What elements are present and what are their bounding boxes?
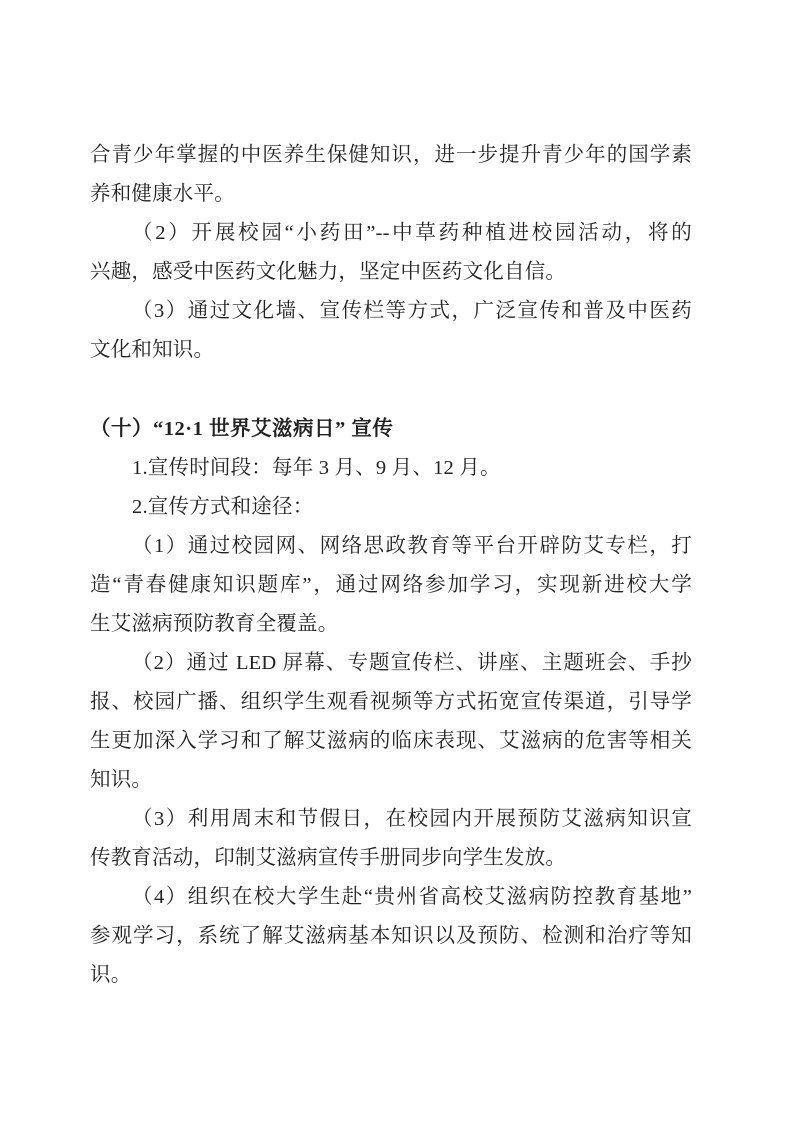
doc-line: 养和健康水平。 xyxy=(90,183,235,205)
doc-line: 2.宣传方式和途径： xyxy=(132,496,314,518)
doc-line: 传教育活动，印制艾滋病宣传手册同步向学生发放。 xyxy=(90,847,567,869)
page-body xyxy=(90,136,692,995)
section-heading-aids-day: （十）“12·1 世界艾滋病日” 宣传 xyxy=(90,418,394,440)
doc-line: （1）通过校园网、网络思政教育等平台开辟防艾专栏，打 xyxy=(132,535,692,557)
doc-line: 生更加深入学习和了解艾滋病的临床表现、艾滋病的危害等相关 xyxy=(90,730,692,752)
doc-line: 合青少年掌握的中医养生保健知识，进一步提升青少年的国学素 xyxy=(90,144,692,166)
doc-line: （2）通过 LED 屏幕、专题宣传栏、讲座、主题班会、手抄 xyxy=(132,652,692,674)
doc-line: 知识。 xyxy=(90,769,153,791)
doc-line: 识。 xyxy=(90,964,132,986)
doc-line: （3）通过文化墙、宣传栏等方式，广泛宣传和普及中医药 xyxy=(132,300,692,322)
doc-line: 参观学习，系统了解艾滋病基本知识以及预防、检测和治疗等知 xyxy=(90,925,692,947)
doc-line: （4）组织在校大学生赴“贵州省高校艾滋病防控教育基地” xyxy=(132,886,692,908)
doc-line: 生艾滋病预防教育全覆盖。 xyxy=(90,613,339,635)
doc-line: 文化和知识。 xyxy=(90,339,215,361)
doc-line: 报、校园广播、组织学生观看视频等方式拓宽宣传渠道，引导学 xyxy=(90,691,692,713)
doc-line: 1.宣传时间段：每年 3 月、9 月、12 月。 xyxy=(132,457,501,479)
doc-line: （3）利用周末和节假日，在校园内开展预防艾滋病知识宣 xyxy=(132,808,692,830)
doc-line: 造“青春健康知识题库”，通过网络参加学习，实现新进校大学 xyxy=(90,574,692,596)
doc-line: 兴趣，感受中医药文化魅力，坚定中医药文化自信。 xyxy=(90,261,567,283)
doc-line: （2）开展校园“小药田”--中草药种植进校园活动，将的 xyxy=(132,222,692,244)
